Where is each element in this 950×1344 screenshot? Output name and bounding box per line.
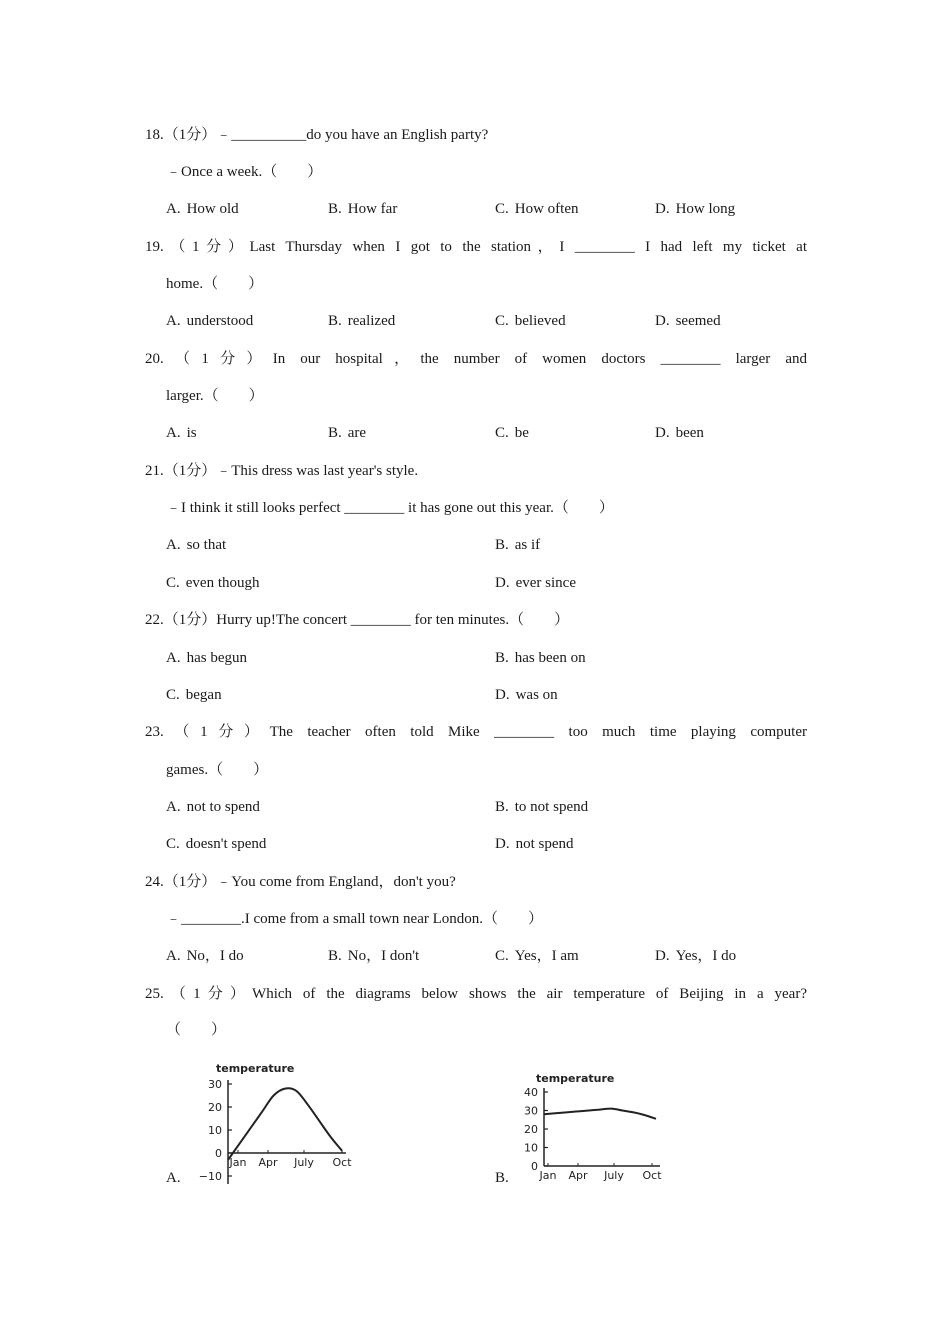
q20-option-b[interactable]	[328, 423, 366, 443]
x-tick-label: Apr	[258, 1156, 278, 1169]
option-letter: D.	[495, 687, 510, 703]
option-letter: D.	[655, 201, 670, 217]
option-text: not spend	[515, 836, 574, 852]
option-letter: A.	[166, 425, 181, 441]
chart-b	[520, 1068, 680, 1190]
option-text: doesn't spend	[185, 836, 267, 852]
y-axis-label: temperature	[216, 1062, 295, 1075]
q18-option-d[interactable]	[655, 199, 735, 219]
q21-answer-line: ﹣I think it still looks perfect ________ it has gone out this year.（ ）	[166, 500, 614, 516]
y-tick-label: 10	[208, 1124, 222, 1137]
option-text: Yes，I do	[675, 948, 737, 964]
y-tick-label: 30	[208, 1078, 222, 1091]
option-letter: B.	[495, 1170, 509, 1186]
option-text: believed	[514, 313, 566, 329]
q23-option-c[interactable]	[166, 834, 266, 854]
x-tick-label: July	[294, 1156, 314, 1169]
option-letter: A.	[166, 537, 181, 553]
option-letter: D.	[655, 948, 670, 964]
y-tick-label: 30	[524, 1104, 538, 1118]
q19-option-d[interactable]	[655, 311, 721, 331]
chart-a	[190, 1058, 370, 1190]
q21-option-b[interactable]	[495, 535, 540, 555]
option-letter: B.	[328, 948, 342, 964]
q19-option-a[interactable]	[166, 311, 253, 331]
q24-option-a[interactable]	[166, 946, 244, 966]
q24-option-c[interactable]	[495, 946, 579, 966]
q23-stem-cont: games.（ ）	[166, 762, 269, 778]
x-tick-label: Jan	[539, 1169, 557, 1182]
q25-stem-cont: （ ）	[166, 1022, 227, 1038]
x-tick-label: Jan	[229, 1156, 247, 1169]
option-text: was on	[515, 687, 558, 703]
option-letter: D.	[495, 836, 510, 852]
q21-option-d[interactable]	[495, 573, 576, 593]
y-tick-label: 0	[215, 1147, 222, 1160]
option-letter: A.	[166, 948, 181, 964]
q20-stem: 20.（1分）In our hospital，the number of women doctors ________ larger and	[145, 351, 807, 367]
q22-option-d[interactable]	[495, 685, 558, 705]
option-letter: A.	[166, 201, 181, 217]
option-letter: C.	[166, 575, 180, 591]
option-letter: C.	[495, 201, 509, 217]
option-text: No，I don't	[347, 948, 420, 964]
x-tick-label: Oct	[642, 1169, 662, 1182]
q18-option-b[interactable]	[328, 199, 397, 219]
option-text: understood	[186, 313, 254, 329]
x-tick-label: Oct	[332, 1156, 352, 1169]
option-text: Yes，I am	[514, 948, 579, 964]
q24-answer-line: ﹣________.I come from a small town near London.（ ）	[166, 911, 544, 927]
q21-stem: 21.（1分）﹣This dress was last year's style.	[145, 463, 419, 479]
option-text: not to spend	[186, 799, 260, 815]
q25-option-b[interactable]	[495, 1168, 515, 1188]
option-letter: B.	[495, 537, 509, 553]
option-text: has begun	[186, 650, 247, 666]
option-text: realized	[347, 313, 396, 329]
option-letter: B.	[328, 201, 342, 217]
option-letter: D.	[655, 425, 670, 441]
option-letter: B.	[328, 425, 342, 441]
q23-option-a[interactable]	[166, 797, 260, 817]
option-letter: C.	[495, 313, 509, 329]
temperature-series-line	[544, 1109, 656, 1119]
q21-option-c[interactable]	[166, 573, 260, 593]
option-text: How old	[186, 201, 239, 217]
option-letter: B.	[495, 650, 509, 666]
option-letter: A.	[166, 799, 181, 815]
q25-option-a[interactable]	[166, 1168, 187, 1188]
y-tick-label: 20	[208, 1101, 222, 1114]
q19-stem-cont: home.（ ）	[166, 276, 264, 292]
option-letter: C.	[166, 687, 180, 703]
option-letter: B.	[328, 313, 342, 329]
q19-stem: 19.（1分）Last Thursday when I got to the station，I ________ I had left my ticket at	[145, 239, 807, 255]
q19-option-b[interactable]	[328, 311, 395, 331]
option-text: began	[185, 687, 222, 703]
option-text: seemed	[675, 313, 721, 329]
q22-option-b[interactable]	[495, 648, 586, 668]
q24-stem: 24.（1分）﹣You come from England，don't you?	[145, 874, 456, 890]
q23-stem: 23.（1分）The teacher often told Mike ________ too much time playing computer	[145, 724, 807, 740]
option-text: even though	[185, 575, 260, 591]
option-letter: A.	[166, 1170, 181, 1186]
option-text: has been on	[514, 650, 586, 666]
option-letter: C.	[166, 836, 180, 852]
q23-option-d[interactable]	[495, 834, 574, 854]
option-text: been	[675, 425, 704, 441]
option-text: ever since	[515, 575, 576, 591]
y-tick-label: −10	[198, 1170, 222, 1183]
q24-option-b[interactable]	[328, 946, 419, 966]
y-tick-label: 40	[524, 1086, 538, 1099]
option-text: How often	[514, 201, 579, 217]
q23-option-b[interactable]	[495, 797, 588, 817]
option-letter: D.	[495, 575, 510, 591]
option-text: be	[514, 425, 529, 441]
y-tick-label: 20	[524, 1123, 538, 1136]
q19-option-c[interactable]	[495, 311, 566, 331]
option-letter: C.	[495, 425, 509, 441]
option-text: are	[347, 425, 367, 441]
option-letter: B.	[495, 799, 509, 815]
option-text: is	[186, 425, 197, 441]
y-tick-label: 10	[524, 1141, 538, 1155]
q18-option-c[interactable]	[495, 199, 579, 219]
option-letter: D.	[655, 313, 670, 329]
option-text: to not spend	[514, 799, 589, 815]
x-tick-label: Apr	[568, 1169, 588, 1182]
x-tick-label: July	[604, 1169, 624, 1182]
q20-option-a[interactable]	[166, 423, 197, 443]
q18-stem: 18.（1分）﹣__________do you have an English party?	[145, 127, 489, 143]
q22-stem: 22.（1分）Hurry up!The concert ________ for ten minutes.（ ）	[145, 612, 570, 628]
option-text: How long	[675, 201, 736, 217]
q21-option-a[interactable]	[166, 535, 226, 555]
q24-option-d[interactable]	[655, 946, 736, 966]
q20-option-c[interactable]	[495, 423, 529, 443]
option-letter: A.	[166, 650, 181, 666]
option-letter: A.	[166, 313, 181, 329]
q18-option-a[interactable]	[166, 199, 239, 219]
option-letter: C.	[495, 948, 509, 964]
temperature-series-line	[228, 1088, 342, 1160]
y-axis-label: temperature	[536, 1072, 615, 1085]
y-tick-label: 0	[531, 1160, 538, 1173]
q22-option-a[interactable]	[166, 648, 247, 668]
option-text: so that	[186, 537, 227, 553]
option-text: No，I do	[186, 948, 244, 964]
option-text: as if	[514, 537, 541, 553]
q20-option-d[interactable]	[655, 423, 704, 443]
q25-stem: 25.（1分）Which of the diagrams below shows the air temperature of Beijing in a year?	[145, 986, 807, 1002]
q20-stem-cont: larger.（ ）	[166, 388, 264, 404]
q22-option-c[interactable]	[166, 685, 222, 705]
option-text: How far	[347, 201, 398, 217]
q18-answer-line: ﹣Once a week.（ ）	[166, 164, 323, 180]
